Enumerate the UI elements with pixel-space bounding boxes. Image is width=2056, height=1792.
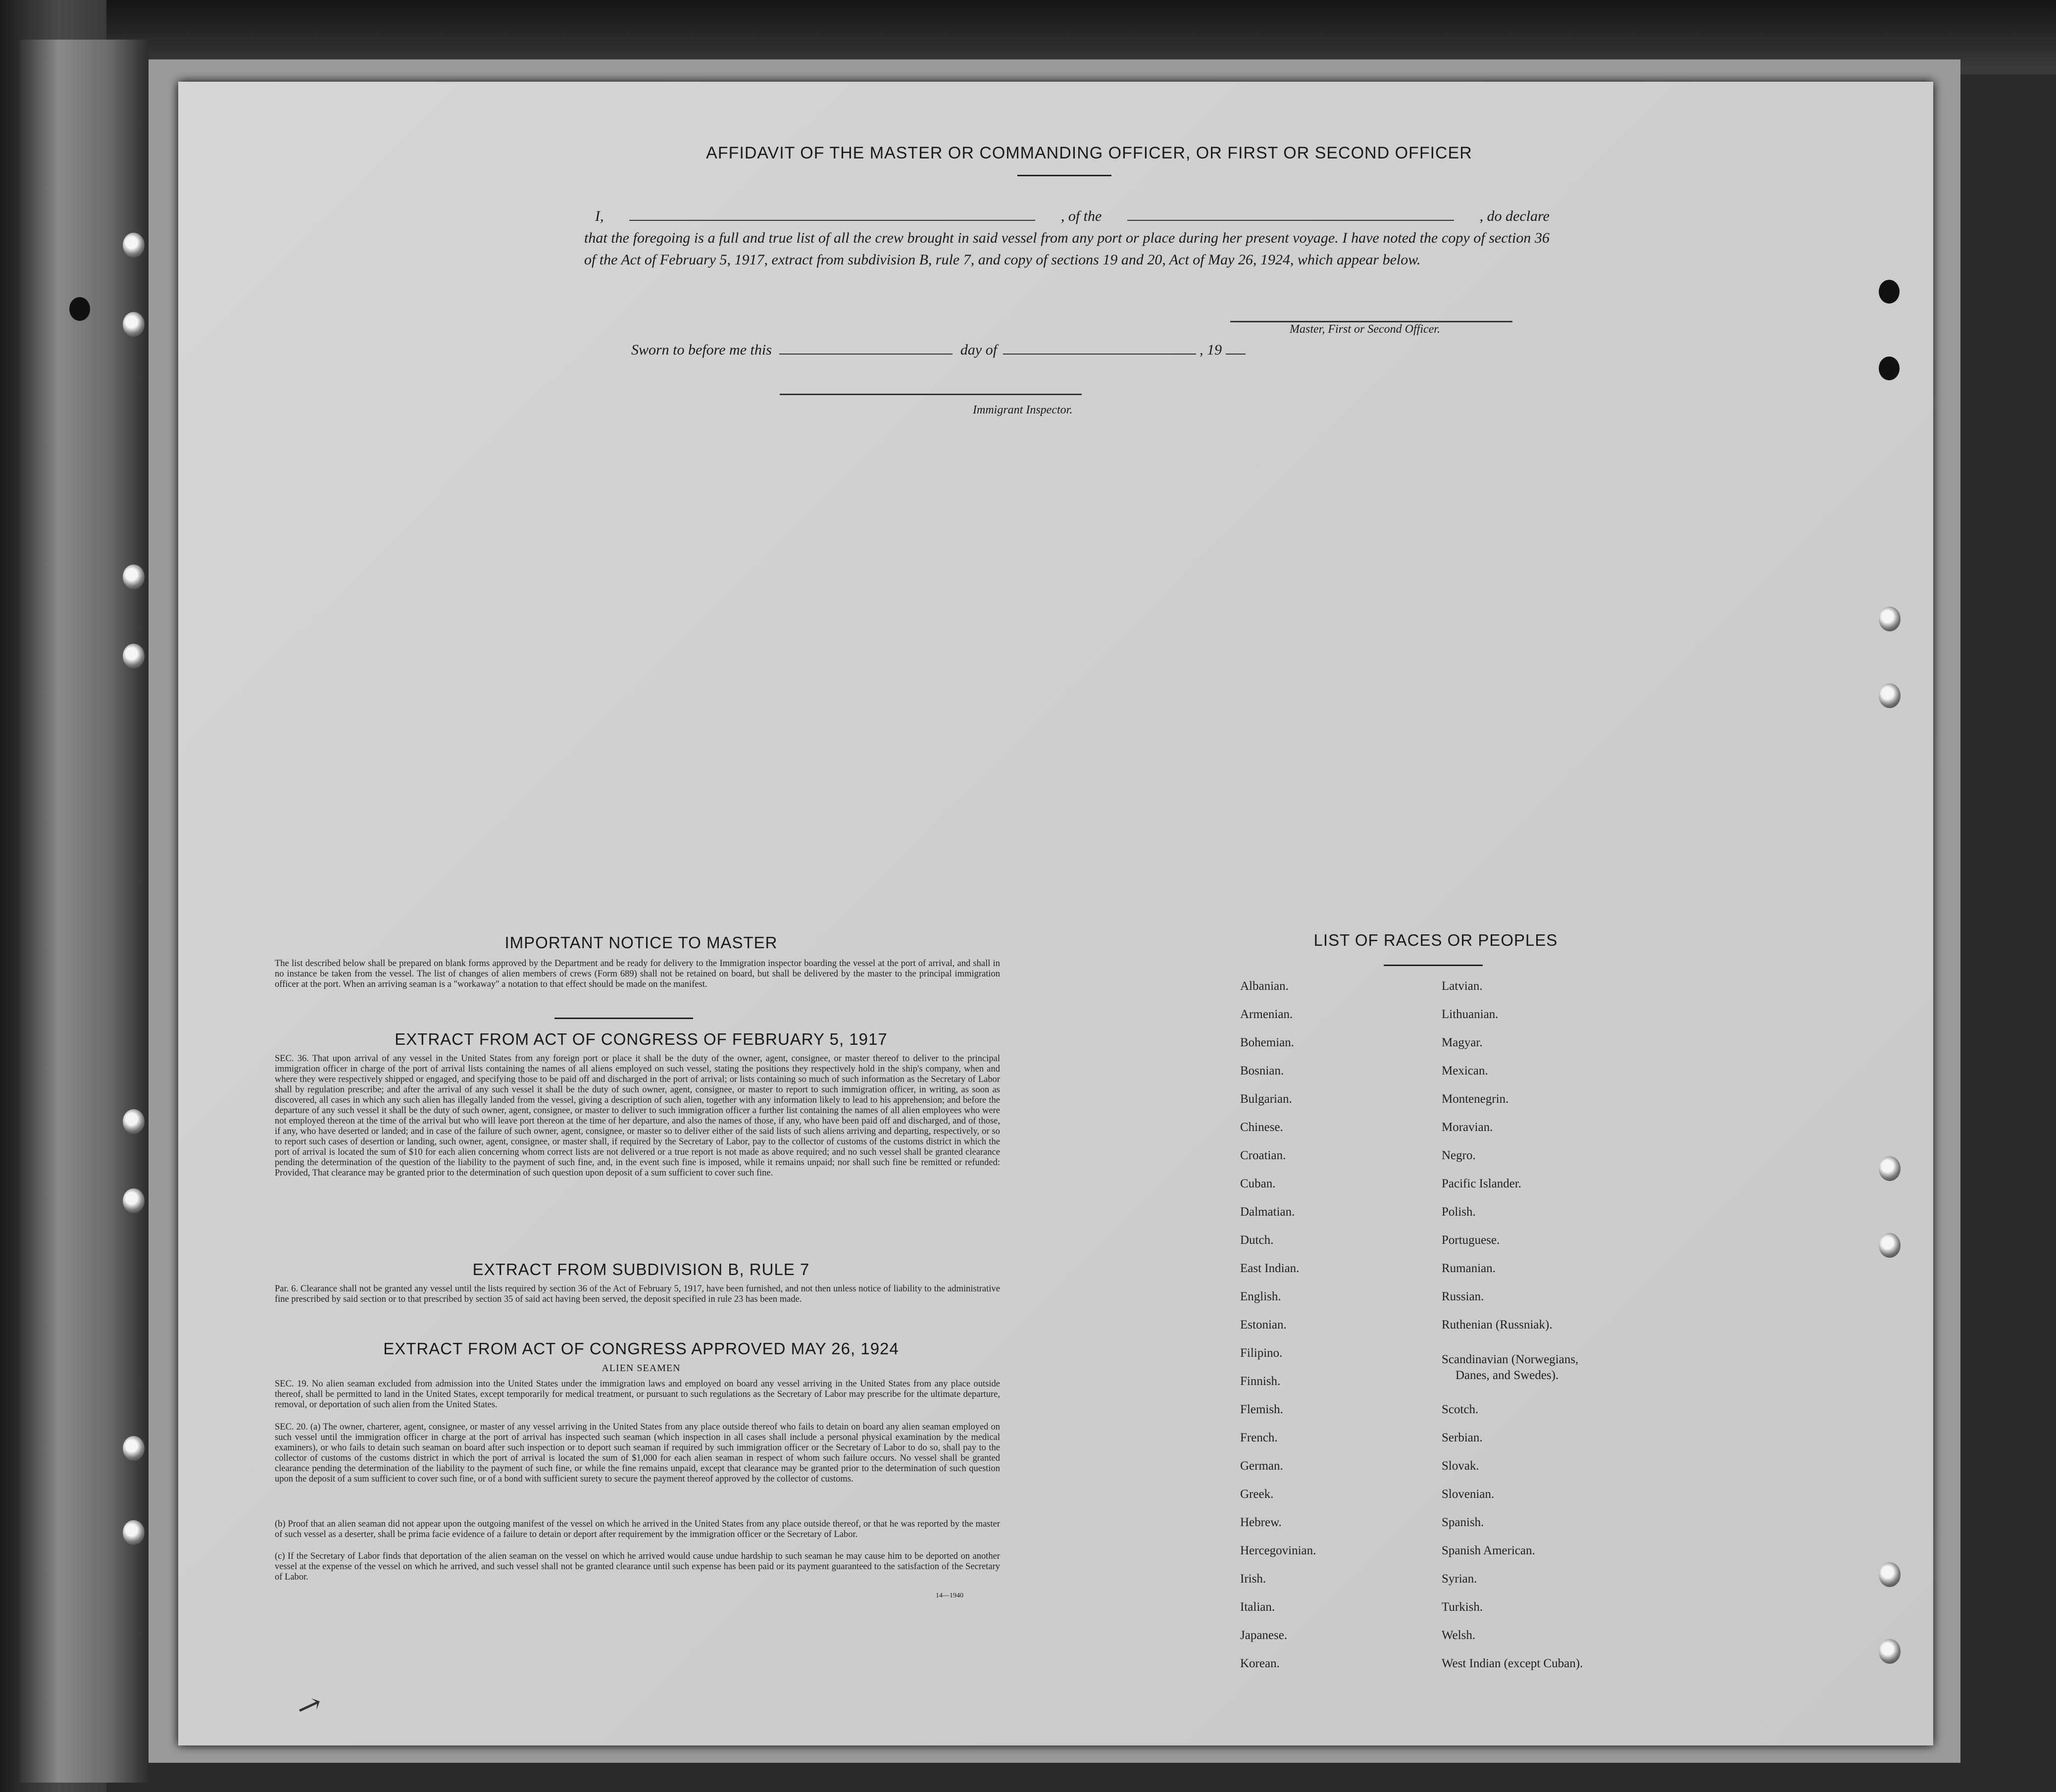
sworn-statement: [631, 342, 1246, 358]
declare-end: , do declare: [1479, 208, 1550, 224]
notice-body: The list described below shall be prepared on blank forms approved by the Department and be ready for delivery to the Immigration inspector boarding the vessel at the port of arrival, and shall in no instance be taken from the vessel. The list of changes of alien members of crews (Form 689) shall not be retained on board, but shall be delivered by the master to the principal immigration officer at the port. When an arriving seaman is a "workaway" a notation to that effect should be made on the manifest.: [275, 959, 1000, 989]
page-hole: [1879, 357, 1900, 380]
race-item: French.: [1240, 1431, 1278, 1444]
race-item: Hebrew.: [1240, 1516, 1282, 1529]
race-item: Rumanian.: [1442, 1262, 1496, 1275]
sworn-day-of: day of: [960, 342, 998, 358]
race-item: Slovak.: [1442, 1459, 1479, 1473]
master-signature-line[interactable]: [1230, 321, 1512, 322]
vessel-name-field[interactable]: [1127, 208, 1454, 221]
binder-hole: [123, 312, 145, 337]
race-item: Turkish.: [1442, 1600, 1483, 1614]
race-item: Moravian.: [1442, 1121, 1493, 1134]
extract-1924-subtitle: ALIEN SEAMEN: [602, 1363, 681, 1374]
binder-hole: [123, 644, 145, 668]
race-item: Montenegrin.: [1442, 1092, 1509, 1106]
race-item: Chinese.: [1240, 1121, 1283, 1134]
race-item: Scotch.: [1442, 1403, 1479, 1416]
race-item: Irish.: [1240, 1572, 1266, 1586]
race-item: Negro.: [1442, 1149, 1476, 1162]
master-signature-caption: Master, First or Second Officer.: [1290, 323, 1440, 336]
extract-1917-body: SEC. 36. That upon arrival of any vessel in the United States from any foreign port or place it shall be the duty of the owner, agent, consignee, or master thereof to deliver to the principal immigration officer in charge of the port of arrival lists containing the names of all aliens employed on such vessel, stating the positions they respectively hold in the ship's company, when and where they were respectively shipped or engaged, and specifying those to be paid off and discharged in the port of arrival; or lists containing so much of such information as the Secretary of Labor shall by regulation prescribe; and after the arrival of any such vessel it shall be the duty of such owner, agent, consignee, or master to report to such immigration officer, in writing, as soon as discovered, all cases in which any such alien has illegally landed from the vessel, giving a description of such alien, together with any information likely to lead to his apprehension; and before the departure of any such vessel it shall be the duty of such owner, agent, consignee, or master to deliver to such immigration officer a further list containing the names of all alien employees who were not employed thereon at the time of the arrival but who will leave port thereon at the time of her departure, and also the names of those, if any, who have been paid off and discharged, and of those, if any, who have deserted or landed; and in case of the failure of such owner, agent, consignee, or master so to deliver either of the said lists of such aliens arriving and departing, respectively, or so to report such cases of desertion or landing, such owner, agent, consignee, or master shall, if required by the Secretary of Labor, pay to the collector of customs of the customs district in which the port of arrival is located the sum of $10 for each alien concerning whom correct lists are not delivered or a true report is not made as above required; and no such vessel shall be granted clearance pending the determination of the question of the liability to the payment of such fine, and, in the event such fine is imposed, while it remains unpaid; nor shall such fine be remitted or refunded: Provided, That clearance may be granted prior to the determination of such question upon deposit of a sum sufficient to cover such fine.: [275, 1054, 1000, 1178]
extract-1924-sec19: SEC. 19. No alien seaman excluded from admission into the United States under the immigration laws and employed on board any vessel arriving in the United States from any place outside thereof, shall be permitted to land in the United States, except temporarily for medical treatment, or pursuant to such regulations as the Secretary of Labor may prescribe for the ultimate departure, removal, or deportation of such alien from the United States.: [275, 1379, 1000, 1410]
affidavit-title: AFFIDAVIT OF THE MASTER OR COMMANDING OFFICER, OR FIRST OR SECOND OFFICER: [706, 144, 1472, 162]
race-item: Danes, and Swedes).: [1455, 1369, 1559, 1382]
extract-1924-title: EXTRACT FROM ACT OF CONGRESS APPROVED MAY 26, 1924: [383, 1339, 899, 1358]
race-item: Italian.: [1240, 1600, 1275, 1614]
page-hole: [1879, 1639, 1901, 1664]
race-item: Welsh.: [1442, 1629, 1476, 1642]
race-item: Dutch.: [1240, 1233, 1274, 1247]
race-item: English.: [1240, 1290, 1281, 1303]
binder-hole: [123, 1109, 145, 1134]
extract-1924-sec20a: SEC. 20. (a) The owner, charterer, agent, consignee, or master of any vessel arriving in the United States from any place outside thereof who fails to detain on board any alien seaman employed on such vessel until the immigration officer in charge at the port of arrival has inspected such seaman (which inspection in all cases shall include a personal physical examination by the medical examiners), or who fails to detain such seaman on board after such inspection or to deport such seaman if required by such immigration officer or the Secretary of Labor to do so, shall pay to the collector of customs of the customs district in which the port of arrival is located the sum of $1,000 for each alien seaman in respect of whom such failure occurs. No vessel shall be granted clearance pending the determination of the liability to the payment of such fine, or while the fine remains unpaid, except that clearance may be granted prior to the determination of such question upon the deposit of a sum sufficient to cover such fine, or of a bond with sufficient surety to secure the payment thereof approved by the collector of customs.: [275, 1422, 1000, 1484]
sworn-month-field[interactable]: [1003, 342, 1196, 355]
race-item: Ruthenian (Russniak).: [1442, 1318, 1553, 1331]
race-item: East Indian.: [1240, 1262, 1300, 1275]
race-item: Bosnian.: [1240, 1064, 1284, 1077]
race-item: Pacific Islander.: [1442, 1177, 1522, 1190]
race-item: Serbian.: [1442, 1431, 1483, 1444]
race-item: Magyar.: [1442, 1036, 1483, 1049]
race-item: Russian.: [1442, 1290, 1484, 1303]
extract-1917-title: EXTRACT FROM ACT OF CONGRESS OF FEBRUARY 5, 1917: [395, 1030, 888, 1048]
declare-i: I,: [595, 208, 604, 224]
extract-rule7-body: Par. 6. Clearance shall not be granted any vessel until the lists required by section 36 of the Act of February 5, 1917, have been furnished, and not then unless notice of liability to the administrative fine prescribed by said section or to that prescribed by section 35 of said act having been served, the deposit specified in rule 23 has been made.: [275, 1284, 1000, 1304]
race-item: Finnish.: [1240, 1375, 1281, 1388]
race-item: Hercegovinian.: [1240, 1544, 1316, 1557]
sworn-year: , 19: [1200, 342, 1222, 358]
declare-of-the: , of the: [1060, 208, 1102, 224]
form-number: 14—1940: [936, 1592, 963, 1599]
binder-hole: [123, 564, 145, 589]
page-hole: [1879, 1156, 1901, 1181]
extract-1924-sec20c: (c) If the Secretary of Labor finds that deportation of the alien seaman on the vessel on which he arrived would cause undue hardship to such seaman he may cause him to be deported on another vessel at the expense of the vessel on which he arrived, and such vessel shall not be granted clearance until such expense has been paid or its payment guaranteed to the satisfaction of the Secretary of Labor.: [275, 1551, 1000, 1582]
race-item: Mexican.: [1442, 1064, 1488, 1077]
race-item: Bulgarian.: [1240, 1092, 1292, 1106]
race-item: Estonian.: [1240, 1318, 1287, 1331]
race-item: Latvian.: [1442, 979, 1483, 993]
race-item: Flemish.: [1240, 1403, 1283, 1416]
binder-hole: [123, 1520, 145, 1545]
declaration-body: that the foregoing is a full and true list of all the crew brought in said vessel from any port or place during her present voyage. I have noted the copy of section 36 of the Act of February 5, 1917, extract from subdivision B, rule 7, and copy of sections 19 and 20, Act of May 26, 1924, which appear below.: [584, 230, 1550, 268]
extract-1924-sec20b: (b) Proof that an alien seaman did not appear upon the outgoing manifest of the vessel on which he arrived in the United States from any place outside thereof, or that he was reported by the master of such vessel as a deserter, shall be prima facie evidence of a failure to detain or deport after requirement by the immigration officer or the Secretary of Labor.: [275, 1519, 1000, 1539]
race-item: Greek.: [1240, 1487, 1274, 1501]
race-item: Armenian.: [1240, 1008, 1293, 1021]
extract-rule7-title: EXTRACT FROM SUBDIVISION B, RULE 7: [472, 1260, 810, 1279]
divider: [1017, 175, 1111, 176]
race-item: West Indian (except Cuban).: [1442, 1657, 1583, 1670]
race-item: Albanian.: [1240, 979, 1289, 993]
pencil-mark-icon: ↗: [292, 1686, 327, 1726]
race-item: Spanish American.: [1442, 1544, 1535, 1557]
race-item: Bohemian.: [1240, 1036, 1295, 1049]
race-item: Lithuanian.: [1442, 1008, 1499, 1021]
race-item: Cuban.: [1240, 1177, 1276, 1190]
page-hole: [1879, 280, 1900, 304]
race-item: Croatian.: [1240, 1149, 1286, 1162]
race-item: Japanese.: [1240, 1629, 1288, 1642]
notice-title: IMPORTANT NOTICE TO MASTER: [504, 933, 778, 952]
manifest-sheet: [178, 82, 1933, 1745]
race-item: Portuguese.: [1442, 1233, 1500, 1247]
binder-hole: [69, 297, 90, 321]
binder-hole: [123, 1436, 145, 1461]
race-item: Dalmatian.: [1240, 1205, 1295, 1219]
binder-hole: [123, 1188, 145, 1213]
divider: [554, 1018, 693, 1019]
race-item: Slovenian.: [1442, 1487, 1495, 1501]
race-item: Filipino.: [1240, 1346, 1283, 1360]
page-hole: [1879, 1562, 1901, 1587]
inspector-signature-line[interactable]: [780, 394, 1082, 395]
affidavit-declaration: [584, 205, 1550, 271]
race-item: Polish.: [1442, 1205, 1476, 1219]
race-item: Syrian.: [1442, 1572, 1477, 1586]
inspector-signature-caption: Immigrant Inspector.: [973, 404, 1073, 416]
page-hole: [1879, 1233, 1901, 1258]
master-name-field[interactable]: [629, 208, 1035, 221]
race-item: Spanish.: [1442, 1516, 1484, 1529]
page-hole: [1879, 683, 1901, 708]
race-item: German.: [1240, 1459, 1283, 1473]
race-item: Korean.: [1240, 1657, 1280, 1670]
divider: [1384, 965, 1483, 966]
page-hole: [1879, 607, 1901, 631]
sworn-start: Sworn to before me this: [631, 342, 772, 358]
race-item: Scandinavian (Norwegians,: [1442, 1353, 1579, 1366]
sworn-day-field[interactable]: [779, 342, 953, 355]
races-title: LIST OF RACES OR PEOPLES: [1313, 931, 1558, 949]
sworn-year-field[interactable]: [1226, 342, 1246, 355]
binder-hole: [123, 233, 145, 257]
